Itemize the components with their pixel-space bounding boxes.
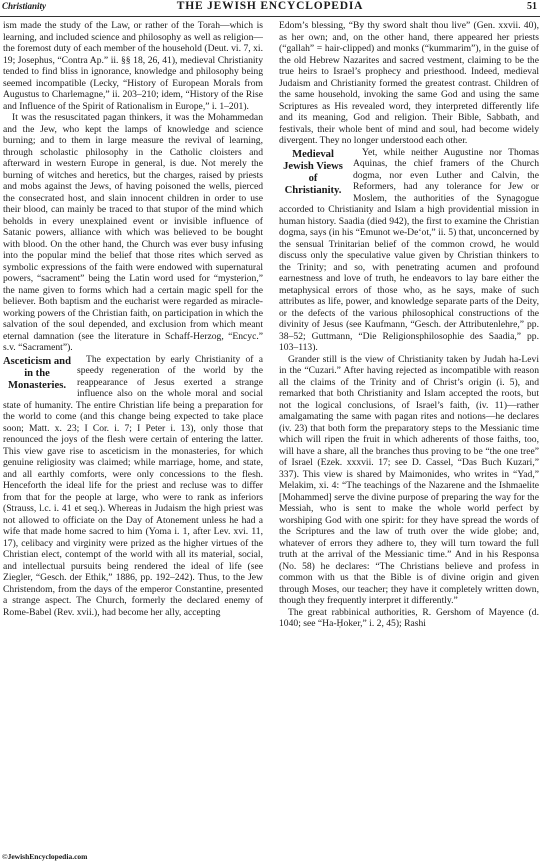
- page-header: [0, 0, 540, 17]
- right-paragraph-2: Yet, while neither Augustine nor Thomas Aquinas, the chief framers of the Church dogma, nor even Luther and Calvin, the Reformers, had any tolerance for Jew or Moslem, the authorities of the Synagogue accorded to Christianity and Islam a high providential mission in human history. Saadia (died 942), the first to examine the Christian dogma, says (in his “Emunot we-De‘ot,” ii. 5) that, unconcerned by the sensual Trinitarian belief of the common crowd, he would discuss only the speculative value given by Christian thinkers to the Trinity; and so, with penetrating acumen and profound earnestness and love of truth, he endeavors to lay bare either the metaphysical errors of those who, as he says, make of such attributes as life, power, and knowledge separate parts of the Deity, or the defects of the various philosophical constructions of the divinity of Jesus (see Kaufmann, “Gesch. der Attributenlehre,” pp. 38–52; Guttmann, “Die Religionsphilosophie des Saadia,” pp. 103–113).: [279, 146, 539, 353]
- left-column: [3, 20, 263, 850]
- left-paragraph-3-wrap: [3, 354, 263, 619]
- side-heading-medieval-views: Medieval Jewish Views of Christianity.: [283, 148, 343, 196]
- right-paragraph-3: Grander still is the view of Christianity taken by Judah ha-Levi in the “Cuzari.” After having rejected as incompatible with reason all the claims of the Trinity and of Christ’s origin (i. 5), and remarked that both Christianity and Islam accepted the roots, but not the logical conclusions, of Israel’s faith, (iv. 11)—rather amalgamating the same with pagan rites and notions—he declares (iv. 23) that both form the preparatory steps to the Messianic time which will ripen the fruit in which adherents of those faiths, too, will have a share, all the branches thus proving to be “the one tree” of Israel (Ezek. xxxvii. 17; see D. Cassel, “Das Buch Kuzari,” 337). This view is shared by Maimonides, who writes in “Yad,” Melakim, xi. 4: “The teachings of the Nazarene and the Ishmaelite [Mohammed] serve the divine purpose of preparing the way for the Messiah, who is sent to make the whole world perfect by worshiping God with one spirit: for they have spread the words of the Scriptures and the law of truth over the wide globe; and, whatever of errors they adhere to, they will turn toward the full truth at the arrival of the Messianic time.” And in his Responsa (No. 58) he declares: “The Christians believe and profess in common with us that the Bible is of divine origin and given through Moses, our teacher; they have it completely written down, though they frequently interpret it differently.”: [279, 353, 539, 606]
- section-title: Christianity: [2, 1, 47, 11]
- right-paragraph-4: The great rabbinical authorities, R. Gershom of Mayence (d. 1040; see “Ha-Ḥoker,” i. 2, 45); Rashi: [279, 606, 539, 629]
- left-paragraph-2: It was the resuscitated pagan thinkers, it was the Mohammedan and the Jew, who kept the lamps of knowledge and science burning; and to them in large measure the revival of learning, through scholastic philosophy in the Catholic cloisters and afterward in western Europe in general, is due. Not merely the burning of witches and heretics, but the charges, raised by priests and mobs against the Jews, of having poisoned the wells, pierced the consecrated host, and slain innocent children in order to use their blood, can mainly be traced to that stupor of the mind which beholds in every unexplained event or invisible influence of Satanic powers, alliance with which was believed to be bought with blood. On the other hand, the Church was ever busy infusing into the popular mind the belief that those rites which served as symbolic expressions of the faith were endowed with supernatural powers, “sacrament” being the Latin word used for “mysterion,” the name given to forms which had a certain magic spell for the believer. Both baptism and the eucharist were regarded as miracle-working powers of the Christian faith, on participation in which the salvation of the soul depended, and exclusion from which meant eternal damnation (see the literature in Schaff-Herzog, “Encyc.” s.v. “Sacrament”).: [3, 112, 263, 353]
- left-paragraph-3: The expectation by early Christianity of a speedy regeneration of the world by the reappearance of Jesus exerted a strange influence also on the whole moral and social state of humanity. The entire Christian life being a preparation for the world to come (and this change being expected to take place soon; Matt. x. 23; I Cor. i. 7; I Peter i. 13), only those that renounced the joys of the flesh were certain of entering the latter. This view gave rise to asceticism in the monasteries, for which genuine religiosity was claimed; while marriage, home, and state, and all earthly comforts, were only concessions to the flesh. Henceforth the ideal life for the priest and recluse was to differ from that for the people at large, who were to rank as inferiors (Strauss, l.c. i. 41 et seq.). Whereas in Judaism the high priest was not allowed to officiate on the Day of Atonement unless he had a wife that made home sacred to him (Yoma i. 1, after Lev. xvi. 11, 17), celibacy and virginity were prized as the higher virtues of the Christian elect, contempt of the world with all its material, social, and intellectual pursuits being rendered the ideal of life (see Ziegler, “Gesch. der Ethik,” 1886, pp. 192–242). Thus, to the Jew Christendom, from the days of the emperor Constantine, presented a strange aspect. The Church, formerly the declared enemy of Rome-Babel (Rev. xvii.), had become her ally, accepting: [3, 353, 263, 618]
- page-footer: [2, 852, 87, 861]
- right-paragraph-2-wrap: [279, 147, 539, 354]
- page-number: 51: [527, 1, 537, 12]
- copyright-link[interactable]: ©JewishEncyclopedia.com: [2, 852, 88, 861]
- right-paragraph-1: Edom’s blessing, “By thy sword shalt thou live” (Gen. xxvii. 40), as her own; and, on the other hand, there appeared her priests (“gallah” = hair-clipped) and monks (“kummarim”), in the guise of the old Hebrew Nazarites and sacred vestment, claiming to be the true heirs to Israel’s prophecy and priesthood. Indeed, medieval Judaism and Christianity formed the greatest contrast. Children of the same household, invoking the same God and using the same Scriptures as His revealed word, they interpreted differently life and its meaning, God and religion. Their Bible, Sabbath, and festivals, their whole bent of mind and soul, had become widely divergent. They no longer understood each other.: [279, 20, 539, 146]
- side-heading-asceticism: Asceticism and in the Monasteries.: [3, 355, 71, 391]
- left-paragraph-1: ism made the study of the Law, or rather of the Torah—which is learning, and included science and philosophy as well as religion—the foremost duty of each member of the household (Deut. vi. 7, xi. 19; Josephus, “Contra Ap.” ii. §§ 18, 26, 41), medieval Christianity tended to find bliss in ignorance, knowledge and philosophy being seemed incompatible (Lecky, “History of European Morals from Augustus to Charlemagne,” ii. 203–210; idem, “History of the Rise and Influence of the Spirit of Rationalism in Europe,” i. 1–201).: [3, 20, 263, 112]
- right-column: [279, 20, 539, 850]
- encyclopedia-title: THE JEWISH ENCYCLOPEDIA: [176, 0, 364, 12]
